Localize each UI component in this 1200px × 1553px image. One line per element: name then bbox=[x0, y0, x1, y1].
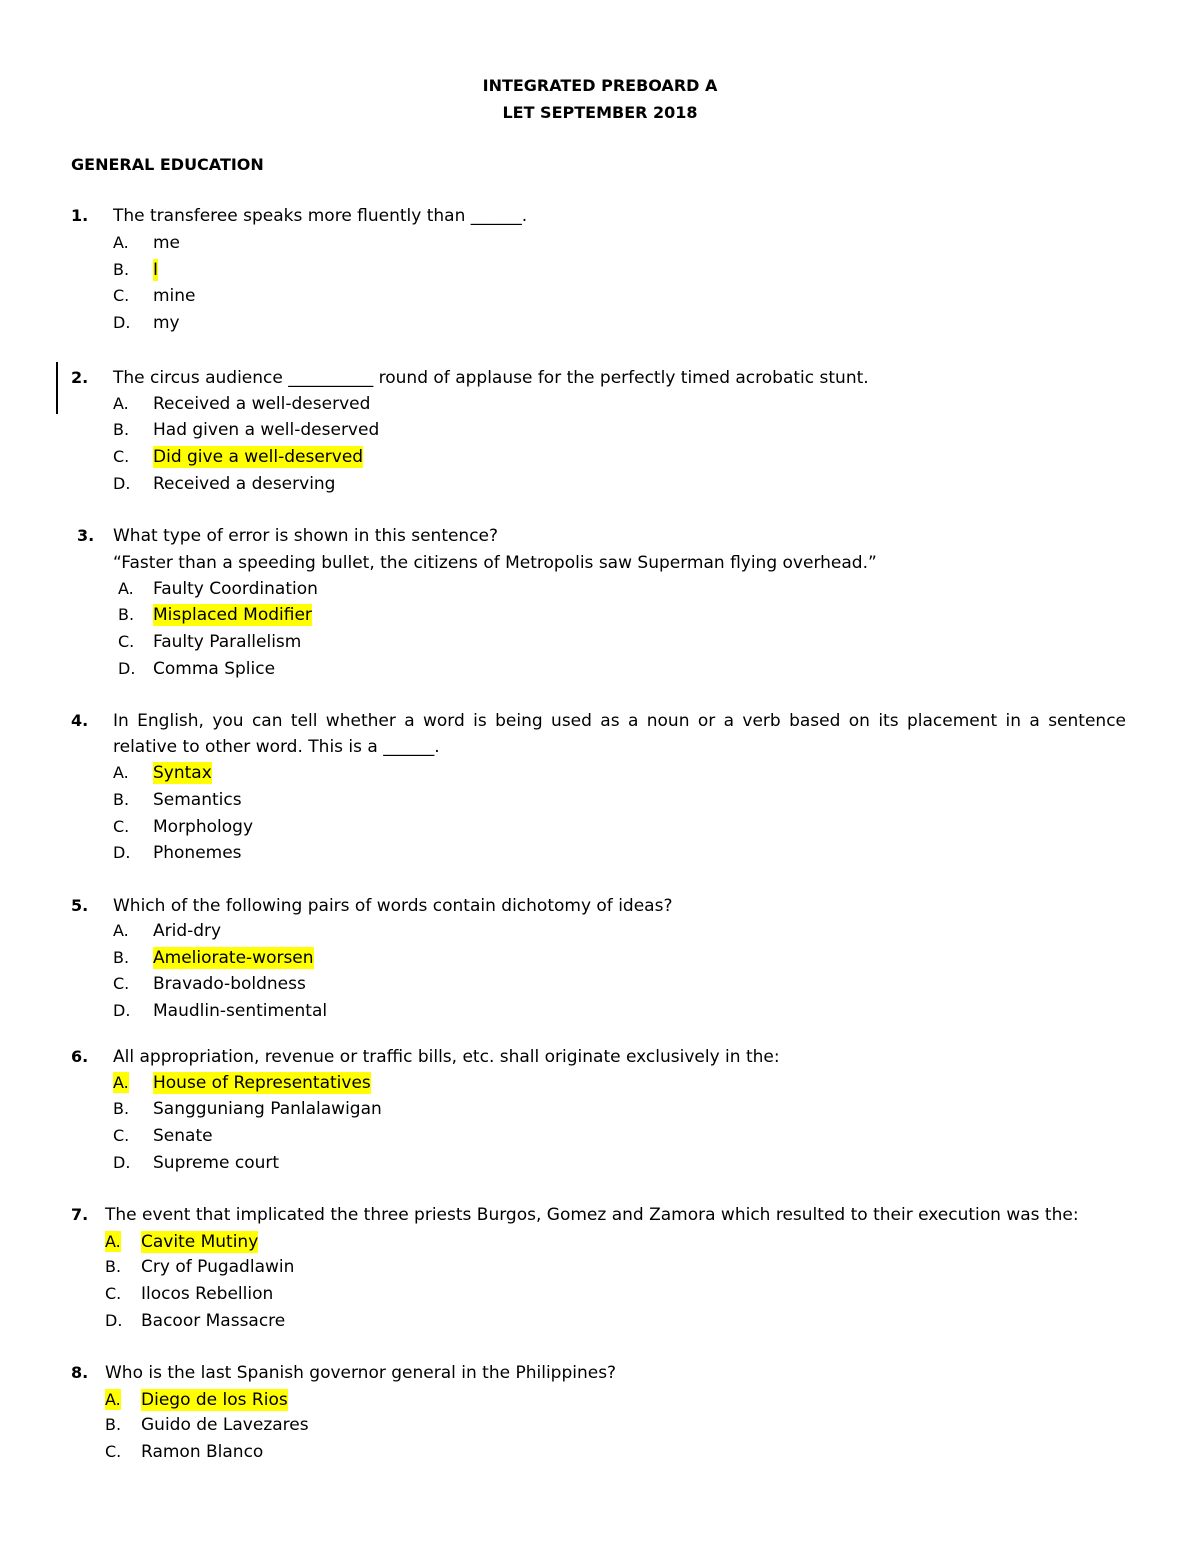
option-letter: A. bbox=[113, 763, 129, 782]
option-text: Comma Splice bbox=[153, 659, 276, 679]
option-text: Faulty Parallelism bbox=[153, 632, 302, 652]
option-letter: D. bbox=[113, 1153, 131, 1172]
option-letter: C. bbox=[113, 286, 130, 305]
question-number: 4. bbox=[71, 711, 89, 730]
option-letter: A. bbox=[118, 579, 134, 598]
option-letter: D. bbox=[113, 1001, 131, 1020]
option-letter: A. bbox=[113, 394, 129, 413]
option-text: Received a deserving bbox=[153, 474, 336, 494]
option-text-answer: Cavite Mutiny bbox=[141, 1232, 259, 1252]
question-stem: The event that implicated the three priests Burgos, Gomez and Zamora which resulted to their execution was the: bbox=[105, 1205, 1079, 1225]
option-text-answer: House of Representatives bbox=[153, 1073, 371, 1093]
question-stem: What type of error is shown in this sentence? bbox=[113, 526, 499, 546]
option-text: Bravado-boldness bbox=[153, 974, 306, 994]
option-text: my bbox=[153, 313, 180, 333]
question-quote: “Faster than a speeding bullet, the citizens of Metropolis saw Superman flying overhead.” bbox=[113, 553, 877, 573]
question-number: 8. bbox=[71, 1363, 89, 1382]
change-bar bbox=[56, 362, 58, 414]
option-letter: B. bbox=[113, 1099, 130, 1118]
option-letter: C. bbox=[113, 974, 130, 993]
option-text-answer: Did give a well-deserved bbox=[153, 447, 364, 467]
option-letter: A. bbox=[105, 1390, 121, 1409]
question-stem: relative to other word. This is a ______. bbox=[113, 737, 440, 757]
option-letter: C. bbox=[105, 1442, 122, 1461]
option-letter: B. bbox=[113, 948, 130, 967]
option-text-answer: Misplaced Modifier bbox=[153, 605, 312, 625]
question-number: 2. bbox=[71, 368, 89, 387]
option-letter: D. bbox=[113, 843, 131, 862]
option-text: Arid-dry bbox=[153, 921, 222, 941]
option-letter: B. bbox=[105, 1415, 122, 1434]
document-title: INTEGRATED PREBOARD A bbox=[482, 76, 718, 95]
option-text: Ramon Blanco bbox=[141, 1442, 264, 1462]
question-stem: Who is the last Spanish governor general in the Philippines? bbox=[105, 1363, 617, 1383]
option-text: Cry of Pugadlawin bbox=[141, 1257, 295, 1277]
option-text: Received a well-deserved bbox=[153, 394, 371, 414]
option-letter: C. bbox=[113, 447, 130, 466]
question-stem: All appropriation, revenue or traffic bills, etc. shall originate exclusively in the: bbox=[113, 1047, 780, 1067]
option-text: Ilocos Rebellion bbox=[141, 1284, 274, 1304]
option-letter: D. bbox=[105, 1311, 123, 1330]
option-letter: C. bbox=[113, 1126, 130, 1145]
option-letter: B. bbox=[113, 420, 130, 439]
option-letter: C. bbox=[105, 1284, 122, 1303]
question-stem: The transferee speaks more fluently than ______. bbox=[113, 206, 528, 226]
option-text: Morphology bbox=[153, 817, 253, 837]
option-letter: D. bbox=[113, 313, 131, 332]
question-stem: Which of the following pairs of words contain dichotomy of ideas? bbox=[113, 896, 673, 916]
question-number: 5. bbox=[71, 896, 89, 915]
option-text-answer: Syntax bbox=[153, 763, 212, 783]
question-number: 6. bbox=[71, 1047, 89, 1066]
option-letter: C. bbox=[118, 632, 135, 651]
option-text: Senate bbox=[153, 1126, 213, 1146]
option-letter: A. bbox=[105, 1232, 121, 1251]
option-letter: B. bbox=[105, 1257, 122, 1276]
option-text: Sangguniang Panlalawigan bbox=[153, 1099, 382, 1119]
option-text-answer: Ameliorate-worsen bbox=[153, 948, 314, 968]
option-text: Semantics bbox=[153, 790, 242, 810]
option-text: Maudlin-sentimental bbox=[153, 1001, 328, 1021]
section-heading: GENERAL EDUCATION bbox=[71, 155, 264, 174]
option-text: Faulty Coordination bbox=[153, 579, 318, 599]
question-number: 1. bbox=[71, 206, 89, 225]
option-text: me bbox=[153, 233, 181, 253]
option-letter: D. bbox=[118, 659, 136, 678]
option-text: mine bbox=[153, 286, 196, 306]
option-text: Phonemes bbox=[153, 843, 242, 863]
option-text: Bacoor Massacre bbox=[141, 1311, 286, 1331]
option-text: Had given a well-deserved bbox=[153, 420, 380, 440]
document-subtitle: LET SEPTEMBER 2018 bbox=[502, 103, 698, 122]
question-number: 3. bbox=[77, 526, 95, 545]
option-letter: A. bbox=[113, 1073, 129, 1092]
option-letter: B. bbox=[118, 605, 135, 624]
question-stem: In English, you can tell whether a word is being used as a noun or a verb based on its placement in a sentence bbox=[113, 711, 1126, 731]
question-number: 7. bbox=[71, 1205, 89, 1224]
option-letter: A. bbox=[113, 233, 129, 252]
option-text: Guido de Lavezares bbox=[141, 1415, 309, 1435]
question-stem: The circus audience __________ round of applause for the perfectly timed acrobatic stunt. bbox=[113, 368, 869, 388]
option-letter: D. bbox=[113, 474, 131, 493]
option-letter: B. bbox=[113, 260, 130, 279]
option-letter: A. bbox=[113, 921, 129, 940]
option-letter: C. bbox=[113, 817, 130, 836]
option-letter: B. bbox=[113, 790, 130, 809]
option-text-answer: Diego de los Rios bbox=[141, 1390, 288, 1410]
option-text-answer: I bbox=[153, 260, 159, 280]
option-text: Supreme court bbox=[153, 1153, 280, 1173]
